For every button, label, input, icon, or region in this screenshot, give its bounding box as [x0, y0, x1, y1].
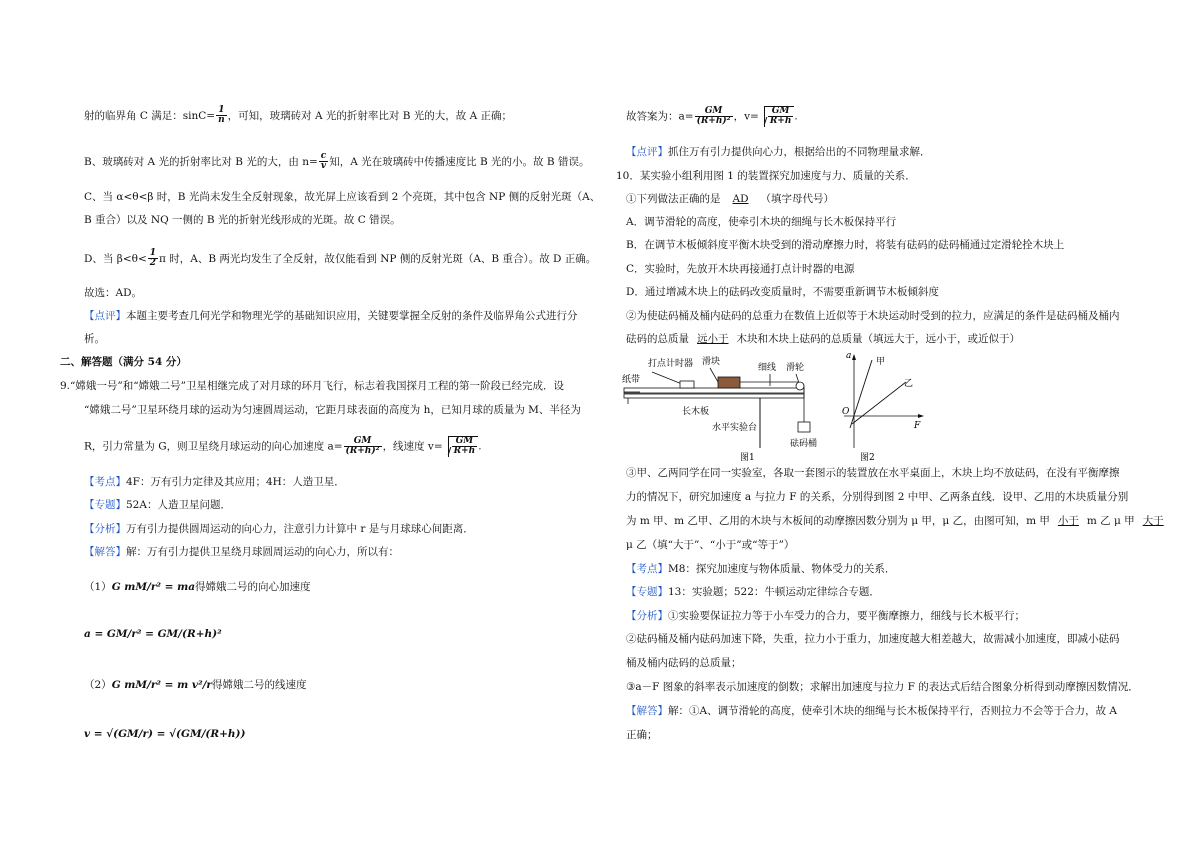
text-line: ③甲、乙两同学在同一实验室，各取一套图示的装置放在水平桌面上，木块上均不放砝码，在没有平衡摩擦: [626, 467, 1120, 479]
zhuanti-tag: 【专题】: [626, 586, 668, 598]
figure-1-apparatus: [620, 352, 842, 462]
option-b: B．在调节木板倾斜度平衡木块受到的滑动摩擦力时，将装有砝码的砝码桶通过定滑轮拴木块上: [626, 239, 1065, 251]
numerator: c: [320, 151, 327, 161]
numerator: 1: [149, 248, 157, 258]
text: （1）: [84, 581, 112, 593]
text: 知，A 光在玻璃砖中传播速度比 B 光的小。故 B 错误。: [329, 155, 590, 168]
text: 抓住万有引力提供向心力，根据给出的不同物理量求解．: [668, 146, 931, 158]
fenxi-tag: 【分析】: [84, 523, 126, 535]
text: 得嫦娥二号的向心加速度: [195, 581, 311, 593]
text: 13：实验题；522：牛顿运动定律综合专题．: [668, 586, 880, 598]
table-top: [624, 394, 804, 398]
text: 解：万有引力提供卫星绕月球圆周运动的向心力，所以有：: [126, 546, 399, 558]
answer-blank: 小于: [1057, 515, 1079, 527]
figure-2-caption: 图2: [860, 453, 875, 462]
denominator: R+h: [453, 446, 476, 457]
equation: v = √(GM/r) = √(GM/(R+h)): [84, 728, 246, 740]
line-yi: [852, 382, 906, 424]
label-tape: 纸带: [622, 375, 641, 385]
text: 万有引力提供圆周运动的向心力，注意引力计算中 r 是与月球球心间距离．: [126, 523, 474, 535]
text: D、当 β<θ<: [84, 252, 147, 265]
text: π 时，A、B 两光均发生了全反射，故仅能看到 NP 侧的反射光斑（A、B 重合）。故 D 正确。: [159, 252, 597, 265]
text: ，可知，玻璃砖对 A 光的折射率比对 B 光的大，故 A 正确；: [227, 109, 513, 122]
block: [718, 377, 740, 388]
text-line: [84, 580, 311, 594]
numerator: GM: [452, 437, 478, 447]
text-line: [84, 545, 399, 559]
text: 木块和木块上砝码的总质量（填远大于，远小于，或近似于）: [736, 333, 1020, 345]
label-timer: 打点计时器: [648, 359, 694, 369]
text-line: C、当 α<θ<β 时，B 光尚未发生全反射现象，故光屏上应该看到 2 个亮斑，其中包含 NP 侧的反射光斑（A、: [84, 191, 601, 203]
text: ，v=: [733, 110, 759, 123]
text-line: [626, 145, 931, 159]
text-line: ②为使砝码桶及桶内砝码的总重力在数值上近似等于木块运动时受到的拉力，应满足的条件是砝码桶及桶内: [626, 310, 1120, 322]
pointer-line: [710, 368, 718, 382]
text-line: [84, 249, 596, 269]
equation: G mM/r² = ma: [111, 581, 196, 593]
text-line: ②砝码桶及桶内砝码加速下降，失重，拉力小于重力，加速度越大相差越大，故需减小加速度，即减小砝码: [626, 633, 1120, 645]
text-line: “嫦娥二号”卫星环绕月球的运动为匀速圆周运动，它距月球表面的高度为 h，已知月球的质量为 M、半径为: [84, 404, 581, 416]
text: 本题主要考查几何光学和物理光学的基础知识应用，关键要掌握全反射的条件及临界角公式进行分: [126, 310, 578, 322]
label-rope: 细线: [758, 363, 777, 373]
text-line: [84, 498, 231, 512]
axis-label-f: F: [914, 421, 921, 431]
text-line: [626, 514, 1172, 528]
text-line: 9.“嫦娥一号”和“嫦娥二号”卫星相继完成了对月球的环月飞行，标志着我国探月工程的第一阶段已经完成．设: [60, 380, 564, 392]
text: 故答案为：a=: [626, 110, 694, 123]
text-line: 析。: [84, 333, 105, 345]
text-line: [84, 152, 589, 172]
option-c: C．实验时，先放开木块再接通打点计时器的电源: [626, 263, 855, 275]
text-line: [626, 704, 1117, 718]
text: 4F：万有引力定律及其应用；4H：人造卫星．: [126, 476, 345, 488]
text-line: [626, 192, 834, 206]
text: .: [478, 440, 482, 453]
text: B、玻璃砖对 A 光的折射率比对 B 光的大，由 n=: [84, 155, 318, 168]
text: （填字母代号）: [760, 193, 835, 205]
text-line: μ 乙（填“大于”、“小于”或“等于”）: [626, 539, 795, 551]
bucket: [798, 422, 810, 432]
y-axis-arrow: [852, 354, 856, 360]
figure-1-caption: 图1: [740, 453, 755, 462]
numerator: GM: [695, 107, 733, 117]
pulley: [796, 382, 804, 390]
fraction: [768, 107, 794, 127]
denominator: n: [218, 115, 225, 126]
equation: a = GM/r² = GM/(R+h)²: [84, 628, 222, 640]
text: 52A：人造卫星问题．: [126, 499, 231, 511]
fraction: [695, 107, 733, 127]
jieda-tag: 【解答】: [84, 546, 126, 558]
fraction: [319, 152, 328, 172]
text-line: [84, 106, 512, 126]
text: 砝码的总质量: [626, 333, 689, 345]
denominator: (R+h)²: [345, 445, 380, 456]
numerator: GM: [768, 107, 794, 117]
label-bucket: 砝码桶: [790, 439, 818, 449]
pointer-line: [652, 372, 682, 384]
text: ，线速度 v=: [382, 440, 443, 453]
text: 射的临界角 C 满足：sinC=: [84, 109, 216, 122]
fraction: [148, 249, 158, 269]
x-axis-arrow: [918, 414, 924, 418]
numerator: GM: [344, 437, 382, 447]
option-a: A．调节滑轮的高度，使牵引木块的细绳与长木板保持平行: [626, 216, 897, 228]
text-line: 力的情况下，研究加速度 a 与拉力 F 的关系，分别得到图 2 中甲、乙两条直线．设甲、乙用的木块质量分别: [626, 491, 1129, 503]
text-line: [626, 585, 880, 599]
denominator: 2: [149, 258, 157, 269]
figure-2-graph: [838, 352, 928, 462]
numerator: 1: [216, 106, 227, 116]
kaodian-tag: 【考点】: [84, 476, 126, 488]
sqrt: [764, 106, 798, 127]
question-10: 10．某实验小组利用图 1 的装置探究加速度与力、质量的关系．: [616, 170, 916, 182]
fraction: [344, 437, 382, 457]
text-line: [84, 678, 306, 692]
long-board: [624, 388, 804, 393]
text-line: [84, 522, 474, 536]
text: ①实验要保证拉力等于小车受力的合力，要平衡摩擦力，细线与长木板平行；: [668, 610, 1025, 622]
denominator: R+h: [769, 116, 792, 127]
text-line: B 重合）以及 NQ 一侧的 B 光的折射光线形成的光斑。故 C 错误。: [84, 214, 401, 226]
axis-label-a: a: [846, 352, 852, 361]
text: .: [794, 110, 798, 123]
origin-label: O: [842, 407, 850, 417]
text: M8：探究加速度与物体质量、物体受力的关系．: [668, 563, 896, 575]
text-line: 桶及桶内砝码的总质量；: [626, 657, 742, 669]
text-line: [84, 475, 345, 489]
jieda-tag: 【解答】: [626, 705, 668, 717]
label-board: 长木板: [682, 407, 710, 417]
text-line: 故选：AD。: [84, 287, 143, 299]
section-heading: 二、解答题（满分 54 分）: [60, 356, 187, 368]
label-table: 水平实验台: [712, 423, 758, 433]
answer-blank: 大于: [1142, 515, 1164, 527]
text: 为 m 甲、m 乙甲、乙用的木块与木板间的动摩擦因数分别为 μ 甲，μ 乙，由图可知，m 甲: [626, 515, 1050, 527]
sqrt: [448, 436, 482, 457]
fenxi-tag: 【分析】: [626, 610, 668, 622]
text-line: [626, 106, 798, 127]
answer-blank: 远小于: [697, 333, 729, 345]
text: （2）: [84, 679, 112, 691]
timer: [680, 381, 694, 388]
text-line: ③a－F 图象的斜率表示加速度的倒数；求解出加速度与拉力 F 的表达式后结合图象分析得到动摩擦因数情况．: [626, 681, 1139, 693]
text: 解：①A、调节滑轮的高度，使牵引木块的细绳与长木板保持平行，否则拉力不会等于合力，故 A: [668, 705, 1118, 717]
text-line: [626, 609, 1025, 623]
answer-blank: AD: [732, 193, 749, 205]
option-d: D．通过增减木块上的砝码改变质量时，不需要重新调节木板倾斜度: [626, 286, 939, 298]
label-pulley: 滑轮: [786, 363, 805, 373]
equation: G mM/r² = m v²/r: [111, 679, 212, 691]
text: ①下列做法正确的是: [626, 193, 721, 205]
zhuanti-tag: 【专题】: [84, 499, 126, 511]
text-line: [626, 332, 1020, 346]
label-yi: 乙: [904, 379, 914, 389]
text: m 乙 μ 甲: [1086, 515, 1135, 527]
denominator: v: [320, 161, 327, 172]
kaodian-tag: 【考点】: [626, 563, 668, 575]
text-line: [84, 309, 578, 323]
label-jia: 甲: [876, 357, 886, 367]
fraction: [216, 106, 227, 126]
text: R，引力常量为 G，则卫星绕月球运动的向心加速度 a=: [84, 440, 343, 453]
fraction: [452, 437, 478, 457]
denominator: (R+h)²: [696, 115, 731, 126]
text-line: [626, 562, 895, 576]
text-line: 正确；: [626, 729, 658, 741]
text-line: [84, 436, 482, 457]
text: 得嫦娥二号的线速度: [211, 679, 307, 691]
label-block: 滑块: [702, 357, 721, 367]
comment-tag: 【点评】: [626, 146, 668, 158]
comment-tag: 【点评】: [84, 310, 126, 322]
line-jia: [850, 360, 872, 428]
